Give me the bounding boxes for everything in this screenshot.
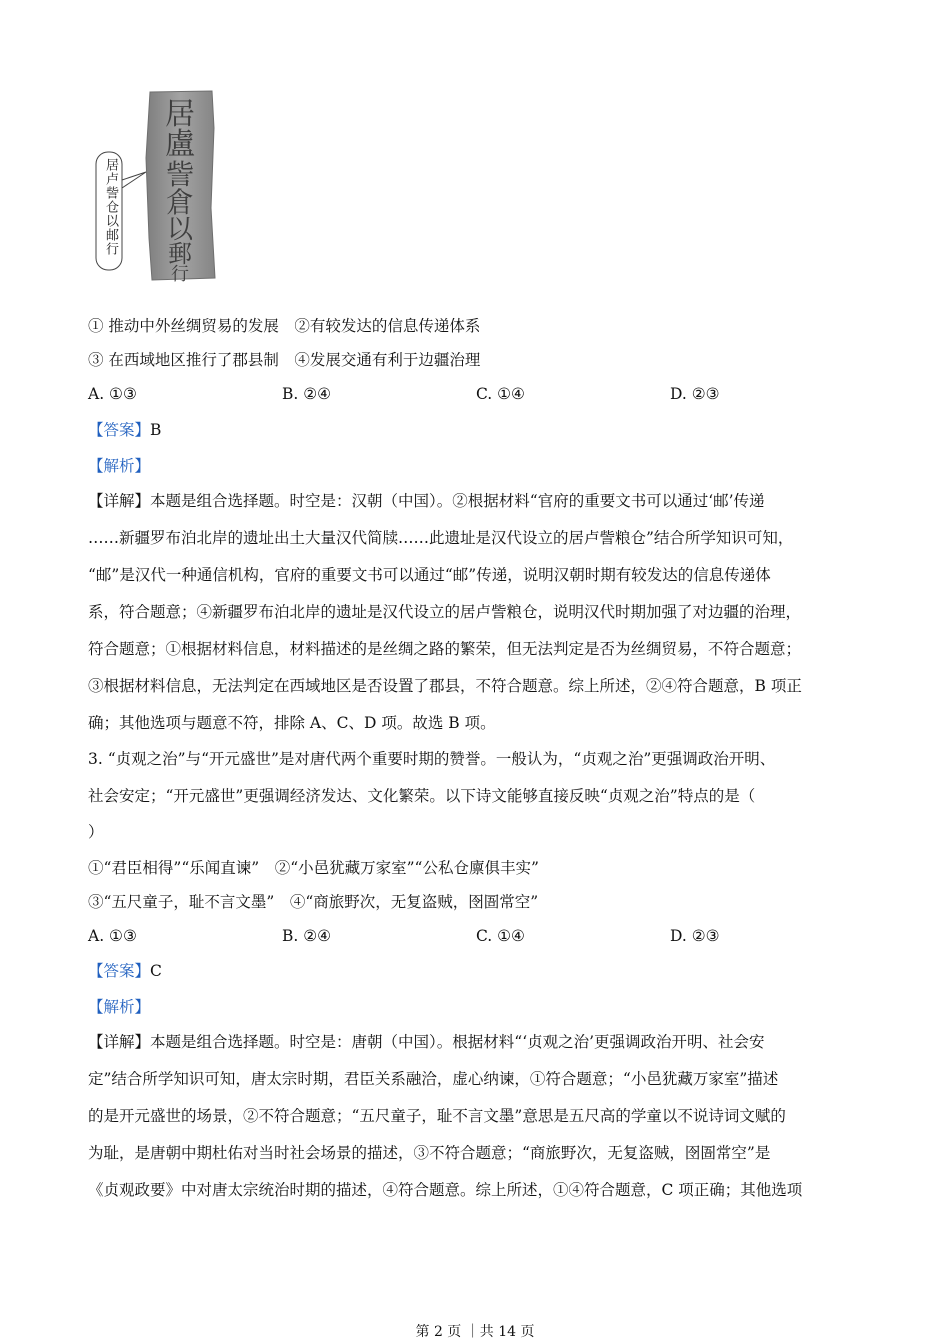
q2-detail-line: 确；其他选项与题意不符，排除 A、C、D 项。故选 B 项。 (88, 714, 496, 732)
svg-text:居: 居 (165, 97, 195, 132)
svg-text:郵: 郵 (168, 240, 192, 268)
q3-stem-line: ） (88, 823, 104, 841)
q3-detail-line: 定”结合所学知识可知，唐太宗时期，君臣关系融洽，虚心纳谏，①符合题意；“小邑犹藏万家室”描述 (88, 1070, 779, 1088)
analysis-tag: 【解析】 (88, 998, 151, 1016)
svg-text:盧: 盧 (165, 127, 195, 162)
svg-text:以: 以 (166, 215, 194, 245)
analysis-tag: 【解析】 (88, 457, 151, 475)
detail-text: 本题是组合选择题。时空是：汉朝（中国）。②根据材料“官府的重要文书可以通过‘邮’传递 (150, 492, 765, 510)
q3-option-d: D. ②③ (670, 927, 720, 945)
detail-text: 本题是组合选择题。时空是：唐朝（中国）。根据材料“‘贞观之治’更强调政治开明、社会安 (150, 1033, 765, 1051)
q3-stem-line: 社会安定；“开元盛世”更强调经济发达、文化繁荣。以下诗文能够直接反映“贞观之治”特点的是（ (88, 787, 756, 805)
q3-statement-3-4: ③“五尺童子，耻不言文墨” ④“商旅野次，无复盗贼，囹圄常空” (88, 893, 539, 911)
q3-option-a: A. ①③ (88, 927, 137, 945)
answer-tag: 【答案】 (88, 962, 151, 980)
slip-caption: 居卢訾仓以邮行 (103, 158, 118, 256)
q2-option-d: D. ②③ (670, 385, 720, 403)
q3-detail-line (88, 1032, 765, 1052)
q2-statement-1-2: ① 推动中外丝绸贸易的发展 ②有较发达的信息传递体系 (88, 317, 481, 335)
q2-detail-line: “邮”是汉代一种通信机构，官府的重要文书可以通过“邮”传递，说明汉朝时期有较发达的信息传递体 (88, 566, 771, 584)
q2-detail-line: 符合题意；①根据材料信息，材料描述的是丝绸之路的繁荣，但无法判定是否为丝绸贸易，不符合题意； (88, 640, 802, 658)
wooden-slip-figure (94, 88, 224, 284)
q2-option-b: B. ②④ (282, 385, 332, 403)
page-footer: 第 2 页 ｜共 14 页 (415, 1324, 535, 1340)
q3-answer (88, 961, 162, 981)
q3-option-c: C. ①④ (476, 927, 525, 945)
q2-analysis-heading (88, 456, 150, 476)
q2-detail-line: 系，符合题意；④新疆罗布泊北岸的遗址是汉代设立的居卢訾粮仓，说明汉代时期加强了对边疆的治理， (88, 603, 802, 621)
q3-statement-1-2: ①“君臣相得”“乐闻直谏” ②“小邑犹藏万家室”“公私仓廪俱丰实” (88, 859, 539, 877)
q3-analysis-heading (88, 997, 150, 1017)
q2-answer (88, 420, 161, 440)
q2-statement-3-4: ③ 在西域地区推行了郡县制 ④发展交通有利于边疆治理 (88, 351, 481, 369)
svg-text:行: 行 (171, 264, 189, 284)
svg-text:倉: 倉 (165, 186, 195, 219)
q3-detail-line: 《贞观政要》中对唐太宗统治时期的描述，④符合题意。综上所述，①④符合题意，C 项正确；其他选项 (88, 1181, 803, 1199)
detail-tag: 【详解】 (88, 492, 151, 510)
answer-value: B (150, 421, 162, 439)
svg-text:訾: 訾 (165, 158, 195, 191)
q2-option-c: C. ①④ (476, 385, 525, 403)
q3-detail-line: 的是开元盛世的场景，②不符合题意；“五尺童子，耻不言文墨”意思是五尺高的学童以不说诗词文赋的 (88, 1107, 786, 1125)
answer-value: C (150, 962, 162, 980)
q3-detail-line: 为耻，是唐朝中期杜佑对当时社会场景的描述，③不符合题意；“商旅野次，无复盗贼，囹圄常空”是 (88, 1144, 771, 1162)
q2-detail-line (88, 491, 765, 511)
detail-tag: 【详解】 (88, 1033, 151, 1051)
q2-detail-line: ……新疆罗布泊北岸的遗址出土大量汉代简牍……此遗址是汉代设立的居卢訾粮仓”结合所学知识可知， (88, 529, 794, 547)
answer-tag: 【答案】 (88, 421, 151, 439)
q3-stem-line: 3. “贞观之治”与“开元盛世”是对唐代两个重要时期的赞誉。一般认为，“贞观之治”更强调政治开明、 (88, 750, 776, 768)
q2-detail-line: ③根据材料信息，无法判定在西域地区是否设置了郡县，不符合题意。综上所述，②④符合题意，B 项正 (88, 677, 802, 695)
q2-option-a: A. ①③ (88, 385, 137, 403)
q3-option-b: B. ②④ (282, 927, 332, 945)
